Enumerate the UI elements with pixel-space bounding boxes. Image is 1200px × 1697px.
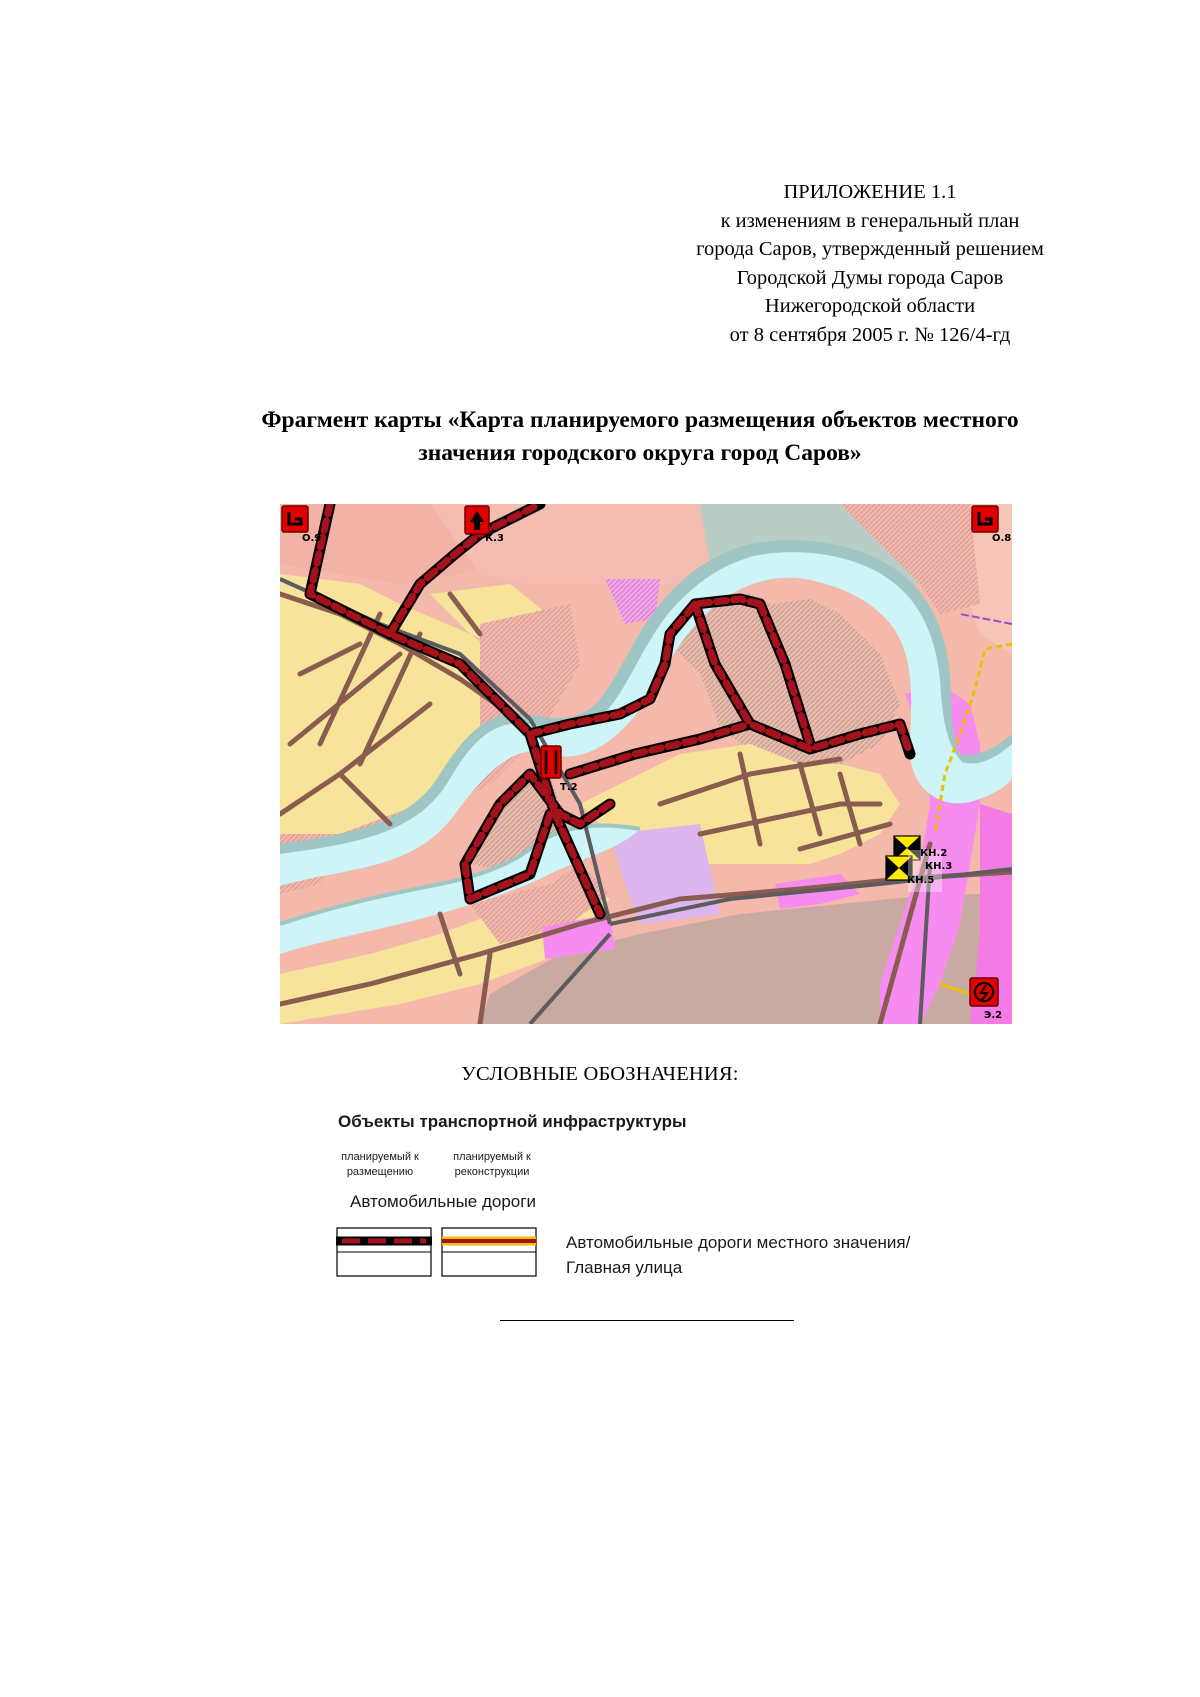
power-icon (970, 978, 998, 1006)
document-title (150, 404, 1130, 470)
health-icon (972, 506, 998, 532)
map-fragment (280, 504, 1012, 1024)
legend-column-planned-placement: планируемый к размещению (341, 1151, 419, 1178)
appendix-line: Нижегородской области (764, 295, 976, 317)
bridge-icon (541, 746, 561, 778)
legend-description-line-2: Главная улица (566, 1258, 683, 1277)
marker-label-kn3: КН.3 (925, 861, 953, 872)
legend-description (566, 1230, 986, 1280)
marker-label-k3: К.3 (485, 533, 504, 544)
legend-swatch-reconstructed-road (441, 1227, 537, 1277)
appendix-line: Городской Думы города Саров (736, 266, 1004, 289)
legend-subgroup-title: Автомобильные дороги (350, 1192, 536, 1211)
legend-column-planned-reconstruction: планируемый к реконструкции (453, 1151, 531, 1178)
marker-label-kn5: КН.5 (907, 875, 935, 886)
health-icon (282, 506, 308, 532)
appendix-line: от 8 сентября 2005 г. № 126/4-гд (729, 323, 1011, 346)
appendix-line: города Саров, утвержденный решением (696, 238, 1044, 260)
legend-heading: УСЛОВНЫЕ ОБОЗНАЧЕНИЯ: (461, 1063, 739, 1085)
marker-label-o9: О.9 (302, 533, 322, 544)
appendix-line: к изменениям в генеральный план (720, 209, 1020, 232)
marker-label-o8: О.8 (992, 533, 1012, 544)
title-line-2: значения городского округа город Саров» (418, 440, 862, 466)
end-divider (500, 1320, 794, 1321)
appendix-line: ПРИЛОЖЕНИЕ 1.1 (783, 181, 957, 203)
appendix-header (640, 178, 1100, 349)
marker-label-kn2: КН.2 (920, 848, 948, 859)
marker-label-t2: Т.2 (560, 782, 578, 793)
legend-swatch-planned-road (336, 1227, 432, 1277)
legend-group-title: Объекты транспортной инфраструктуры (338, 1112, 687, 1131)
marker-label-e2: Э.2 (984, 1010, 1003, 1021)
map-canvas (280, 504, 1012, 1024)
title-line-1: Фрагмент карты «Карта планируемого размещения объектов местного (261, 407, 1019, 433)
legend-description-line-1: Автомобильные дороги местного значения/ (566, 1233, 911, 1252)
religion-icon (465, 506, 489, 534)
